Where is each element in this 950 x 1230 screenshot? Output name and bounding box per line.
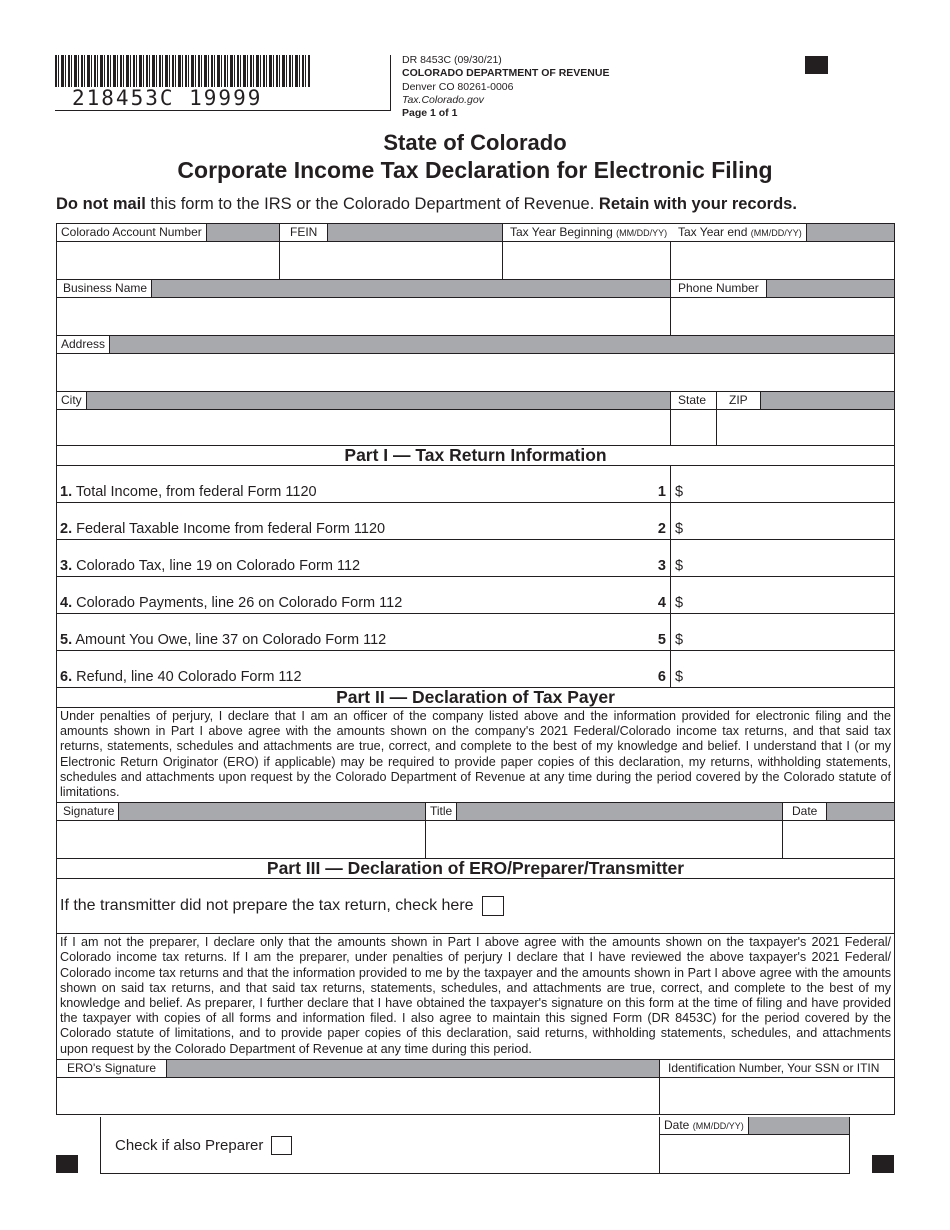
label-cell [671, 224, 894, 241]
preparer-check-label: Check if also Preparer [115, 1136, 264, 1154]
department-address: Denver CO 80261-0006 [402, 80, 514, 93]
label-cell [671, 392, 717, 409]
line-ref: 6 [657, 669, 666, 685]
divider [390, 55, 391, 111]
line-description [57, 614, 671, 650]
line-ref: 1 [657, 484, 666, 500]
business-name-input[interactable] [57, 298, 671, 335]
tax-year-beginning-input[interactable] [503, 242, 671, 279]
label-row [57, 224, 894, 242]
account-number-label: Colorado Account Number [57, 224, 207, 241]
title-label: Title [426, 803, 457, 820]
line-label: 3. Colorado Tax, line 19 on Colorado Form 112 [60, 558, 361, 574]
label-cell [57, 392, 671, 409]
registration-mark [872, 1155, 894, 1173]
department-name: COLORADO DEPARTMENT OF REVENUE [402, 67, 610, 80]
tax-year-end-input[interactable] [671, 242, 894, 279]
ero-signature-label: ERO's Signature [57, 1060, 167, 1077]
preparer-date-label [660, 1117, 749, 1134]
label-cell [671, 280, 894, 297]
line-description [57, 503, 671, 539]
part3-heading: Part III — Declaration of ERO/Preparer/Transmitter [57, 859, 894, 879]
phone-label: Phone Number [671, 280, 767, 297]
input-row [57, 1078, 894, 1115]
signature-input[interactable] [57, 821, 426, 858]
label-text: Date [664, 1118, 690, 1132]
label-text: Tax Year Beginning [510, 225, 613, 239]
city-input[interactable] [57, 410, 671, 445]
line-item-4 [57, 577, 894, 614]
part2-heading: Part II — Declaration of Tax Payer [57, 688, 894, 708]
date-format-hint: (MM/DD/YY) [616, 228, 668, 238]
dollar-sign: $ [675, 669, 684, 685]
preparer-checkbox[interactable] [271, 1136, 292, 1155]
form-id: DR 8453C (09/30/21) [402, 54, 502, 66]
title-input[interactable] [426, 821, 783, 858]
line-item-2 [57, 503, 894, 540]
label-cell [503, 224, 671, 241]
label-row [57, 392, 894, 410]
date-label: Date [783, 803, 827, 820]
date-format-hint: (MM/DD/YY) [692, 1121, 744, 1131]
registration-mark [56, 1155, 78, 1173]
tax-year-beginning-label [503, 224, 671, 241]
signature-label: Signature [57, 803, 119, 820]
label-cell [426, 803, 783, 820]
date-format-hint: (MM/DD/YY) [750, 228, 802, 238]
address-input[interactable] [57, 354, 894, 392]
ero-signature-input[interactable] [57, 1078, 660, 1114]
line-label: 4. Colorado Payments, line 26 on Colorado Form 112 [60, 595, 403, 611]
label-row [57, 280, 894, 298]
line-ref: 3 [657, 558, 666, 574]
page-title: State of Colorado [383, 130, 567, 155]
label-cell [57, 1060, 660, 1077]
state-label: State [671, 392, 710, 409]
zip-input[interactable] [717, 410, 894, 445]
line-item-6 [57, 651, 894, 688]
address-label: Address [57, 336, 110, 353]
fein-label: FEIN [280, 224, 328, 241]
form-header-info [402, 54, 609, 120]
fein-input[interactable] [280, 242, 503, 279]
federal-taxable-income-input[interactable] [671, 503, 894, 539]
zip-label: ZIP [717, 392, 761, 409]
line-ref: 5 [657, 632, 666, 648]
line-description [57, 651, 671, 687]
label-cell [660, 1060, 894, 1077]
id-number-input[interactable] [660, 1078, 894, 1114]
declaration-form [56, 223, 895, 1115]
line-label: 5. Amount You Owe, line 37 on Colorado Form 112 [60, 632, 387, 648]
barcode [55, 55, 310, 87]
label-cell [57, 224, 280, 241]
line-item-1 [57, 466, 894, 503]
dollar-sign: $ [675, 521, 684, 537]
preparer-check-row [101, 1117, 660, 1173]
label-row [57, 336, 894, 354]
label-row [57, 803, 894, 821]
part1-heading: Part I — Tax Return Information [57, 446, 894, 466]
taxpayer-declaration-text: Under penalties of perjury, I declare that I am an officer of the company listed above and the information provided for electronic filing and the amounts shown in Part I above agree with the amounts shown on the company's 2021 Federal/Colorado income tax returns, and that said tax returns, statements, schedules and attachments are true, correct, and complete to the best of my knowledge and belief. I understand that I (or my Electronic Return Originator (ERO) if applicable) may be required to provide paper copies of this declaration, my returns, withholding statements, schedules and attachments upon request by the Colorado Department of Revenue at any time during the period covered by the Colorado statute of limitations. [57, 708, 894, 803]
input-row [57, 821, 894, 859]
transmitter-check-row [57, 879, 894, 934]
label-cell [57, 803, 426, 820]
notice-text: this form to the IRS or the Colorado Department of Revenue. [145, 195, 599, 213]
account-number-input[interactable] [57, 242, 280, 279]
dollar-sign: $ [675, 632, 684, 648]
registration-mark [805, 56, 828, 74]
label-row [57, 1060, 894, 1078]
line-description [57, 577, 671, 613]
label-cell [717, 392, 894, 409]
label-row [660, 1117, 849, 1135]
notice-bold: Do not mail [56, 195, 146, 213]
line-label: 2. Federal Taxable Income from federal Form 1120 [60, 521, 386, 537]
colorado-payments-input[interactable] [671, 577, 894, 613]
input-row [57, 298, 894, 336]
tax-year-end-label [671, 224, 807, 241]
label-text: Tax Year end [678, 225, 748, 239]
refund-input[interactable] [671, 651, 894, 687]
dollar-sign: $ [675, 595, 684, 611]
line-ref: 4 [657, 595, 666, 611]
line-description [57, 540, 671, 576]
phone-input[interactable] [671, 298, 894, 335]
line-label: 6. Refund, line 40 Colorado Form 112 [60, 669, 302, 685]
label-cell [57, 280, 671, 297]
website: Tax.Colorado.gov [402, 93, 484, 106]
notice-bold: Retain with your records. [598, 195, 797, 213]
date-input[interactable] [783, 821, 894, 858]
input-row [57, 410, 894, 446]
line-label: 1. Total Income, from federal Form 1120 [60, 484, 317, 500]
city-label: City [57, 392, 87, 409]
preparer-box [100, 1117, 850, 1174]
ero-declaration-text: If I am not the preparer, I declare only that the amounts shown in Part I above agree with the amounts shown on the taxpayer's 2021 Federal/ Colorado income tax returns. If I am the preparer, under penalties of perjury I declare that I have reviewed the above taxpayer's 2021 Federal/ Colorado income tax returns and that the information provided to me by the taxpayer and the amounts shown in Part I above agree with the amounts shown on said tax returns, and that said tax returns, statements, schedules, and attachments are true, correct, and complete to the best of my knowledge and belief. As preparer, I further declare that I have obtained the taxpayer's signature on this form at the time of filing and have provided the taxpayer with copies of all forms and information filed. I also agree to maintain this signed Form (DR 8453C) for the period covered by the Colorado statute of limitations, and to provide paper copies of this declaration, said returns, withholding statements, schedules, and attachments upon request by the Colorado Department of Revenue at any time during this period. [57, 934, 894, 1060]
line-item-5 [57, 614, 894, 651]
page-number: Page 1 of 1 [402, 107, 458, 120]
state-input[interactable] [671, 410, 717, 445]
total-income-input[interactable] [671, 466, 894, 502]
dollar-sign: $ [675, 558, 684, 574]
preparer-date-input[interactable] [660, 1135, 849, 1173]
mailing-notice [56, 195, 797, 214]
colorado-tax-input[interactable] [671, 540, 894, 576]
label-cell [280, 224, 503, 241]
line-item-3 [57, 540, 894, 577]
dollar-sign: $ [675, 484, 684, 500]
divider [55, 110, 391, 111]
line-ref: 2 [657, 521, 666, 537]
transmitter-checkbox[interactable] [482, 896, 504, 916]
amount-you-owe-input[interactable] [671, 614, 894, 650]
transmitter-check-label: If the transmitter did not prepare the tax return, check here [60, 897, 474, 915]
label-cell [783, 803, 894, 820]
input-row [57, 242, 894, 280]
preparer-date-cell [660, 1117, 849, 1173]
line-description [57, 466, 671, 502]
id-number-label: Identification Number, Your SSN or ITIN [660, 1060, 883, 1077]
barcode-number: 218453C 19999 [72, 86, 263, 110]
business-name-label: Business Name [57, 280, 152, 297]
page-subtitle: Corporate Income Tax Declaration for Electronic Filing [177, 157, 773, 183]
